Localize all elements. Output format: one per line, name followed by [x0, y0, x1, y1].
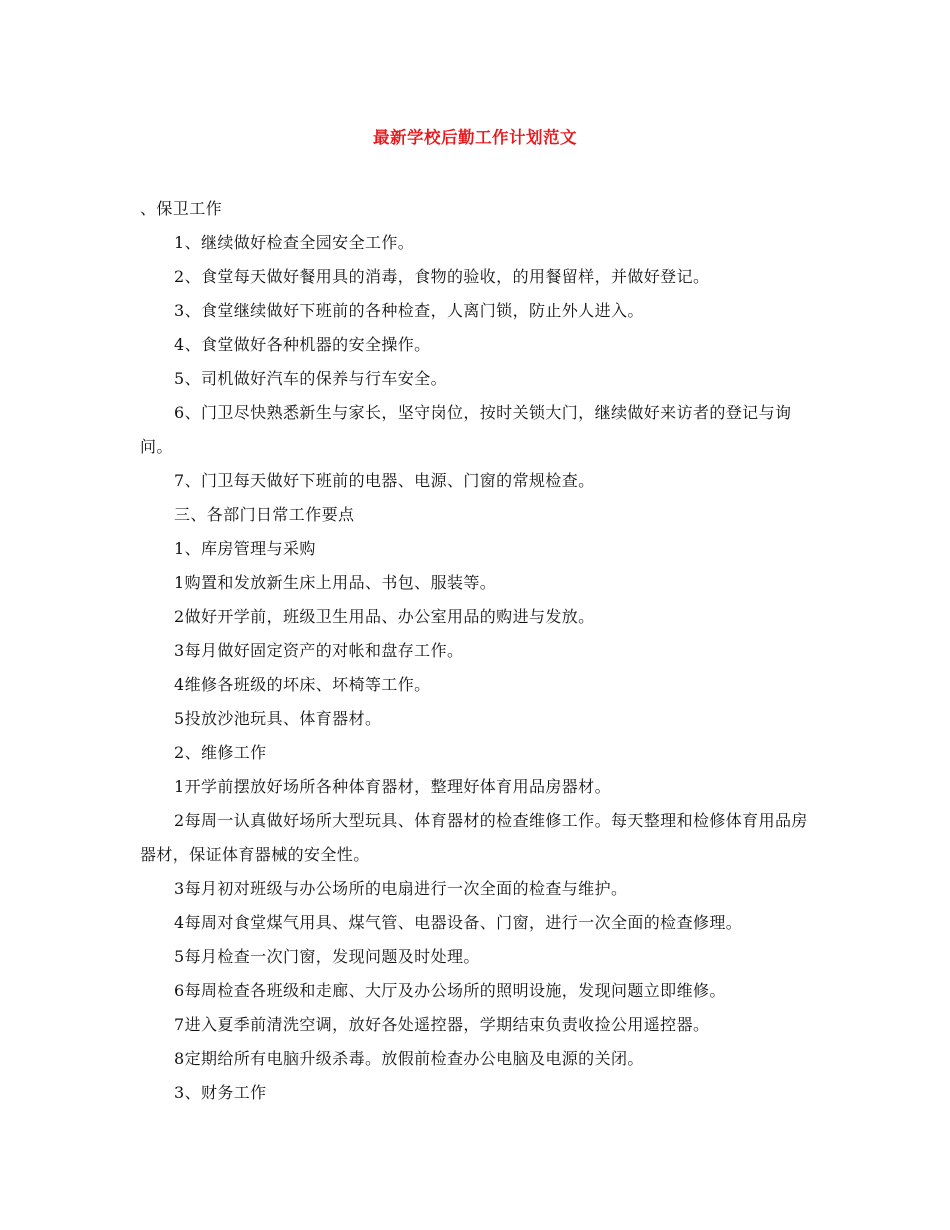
paragraph: 5每月检查一次门窗，发现问题及时处理。	[174, 947, 480, 966]
subsection-heading: 2、维修工作	[174, 743, 267, 762]
section-heading: 三、各部门日常工作要点	[174, 505, 355, 524]
paragraph: 2每周一认真做好场所大型玩具、体育器材的检查维修工作。每天整理和检修体育用品房器材，保证体育器械的安全性。	[140, 811, 808, 864]
paragraph: 3每月初对班级与办公场所的电扇进行一次全面的检查与维护。	[174, 879, 628, 898]
document-body	[140, 192, 812, 1110]
paragraph: 7进入夏季前清洗空调，放好各处遥控器，学期结束负责收捡公用遥控器。	[174, 1015, 710, 1034]
subsection-heading: 1、库房管理与采购	[174, 539, 316, 558]
section-heading: 、保卫工作	[140, 199, 223, 218]
paragraph: 4、食堂做好各种机器的安全操作。	[174, 335, 431, 354]
paragraph: 5投放沙池玩具、体育器材。	[174, 709, 382, 728]
paragraph: 4维修各班级的坏床、坏椅等工作。	[174, 675, 431, 694]
paragraph: 3、食堂继续做好下班前的各种检查，人离门锁，防止外人进入。	[174, 301, 644, 320]
paragraph: 8定期给所有电脑升级杀毒。放假前检查办公电脑及电源的关闭。	[174, 1049, 644, 1068]
paragraph: 5、司机做好汽车的保养与行车安全。	[174, 369, 447, 388]
paragraph: 4每周对食堂煤气用具、煤气管、电器设备、门窗，进行一次全面的检查修理。	[174, 913, 743, 932]
paragraph: 6、门卫尽快熟悉新生与家长，坚守岗位，按时关锁大门，继续做好来访者的登记与询问。	[140, 403, 792, 456]
subsection-heading: 3、财务工作	[174, 1083, 267, 1102]
paragraph: 2做好开学前，班级卫生用品、办公室用品的购进与发放。	[174, 607, 595, 626]
paragraph: 1、继续做好检查全园安全工作。	[174, 233, 415, 252]
paragraph: 1购置和发放新生床上用品、书包、服装等。	[174, 573, 497, 592]
paragraph: 2、食堂每天做好餐用具的消毒，食物的验收，的用餐留样，并做好登记。	[174, 267, 710, 286]
document-title: 最新学校后勤工作计划范文	[373, 128, 577, 147]
paragraph: 1开学前摆放好场所各种体育器材，整理好体育用品房器材。	[174, 777, 611, 796]
paragraph: 6每周检查各班级和走廊、大厅及办公场所的照明设施，发现问题立即维修。	[174, 981, 726, 1000]
paragraph: 3每月做好固定资产的对帐和盘存工作。	[174, 641, 464, 660]
paragraph: 7、门卫每天做好下班前的电器、电源、门窗的常规检查。	[174, 471, 595, 490]
